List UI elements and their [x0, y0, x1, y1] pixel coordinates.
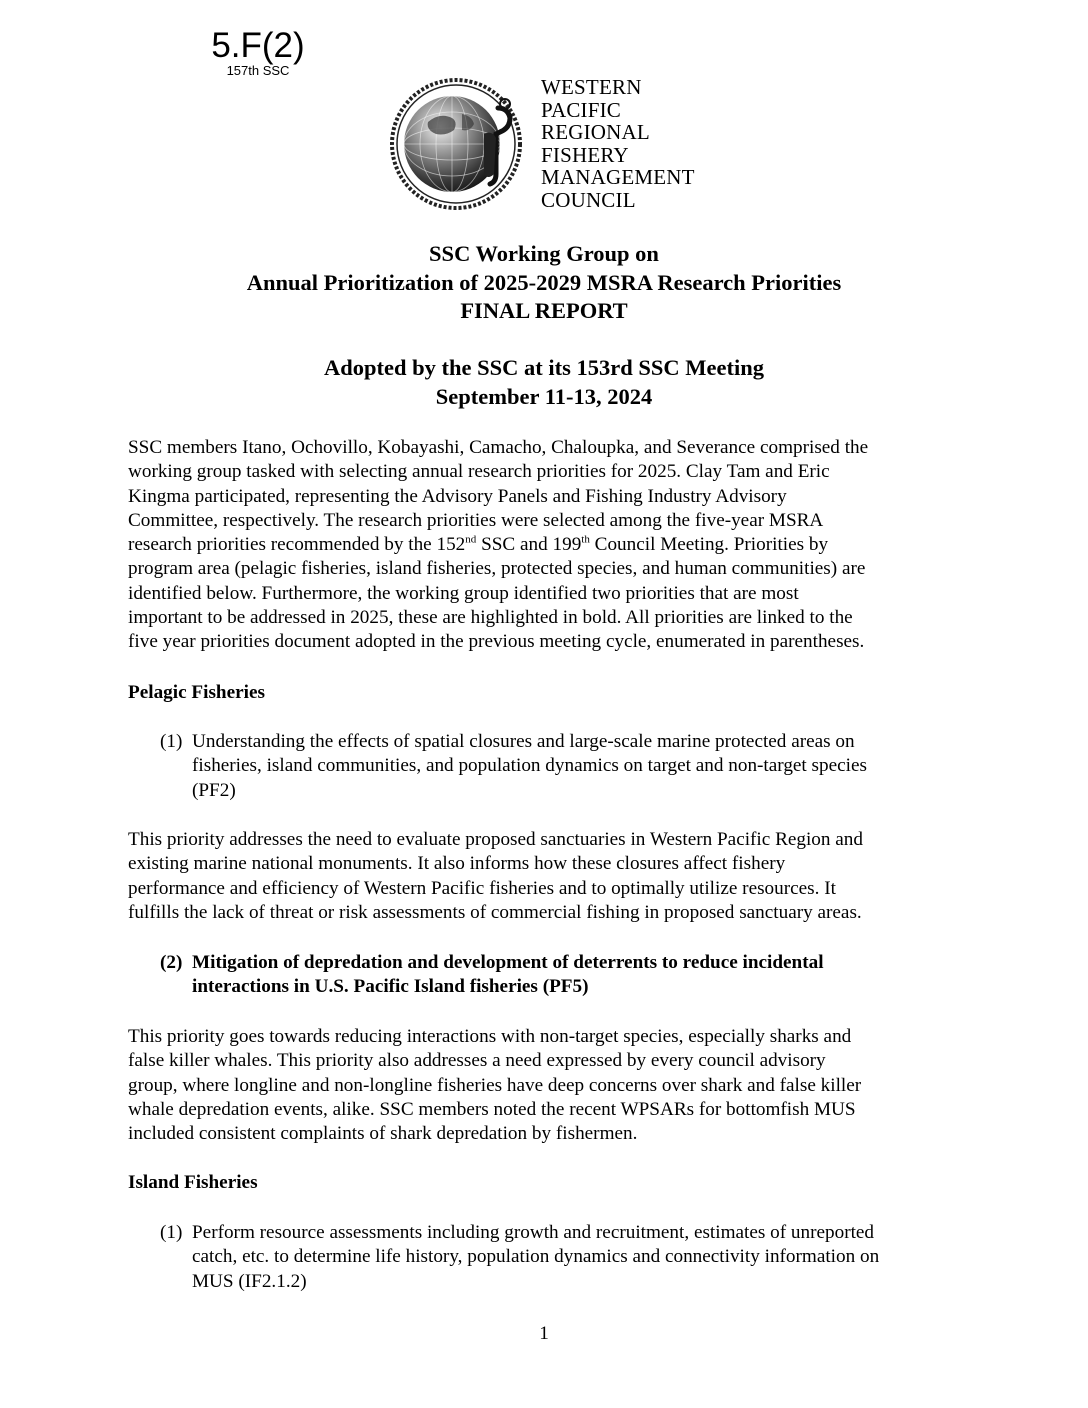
text-line: program area (pelagic fisheries, island fisheries, protected species, and human communities) are: [128, 558, 866, 580]
pelagic-priority-1: [160, 730, 970, 803]
text-line: identified below. Furthermore, the working group identified two priorities that are most: [128, 582, 799, 604]
text-line: Perform resource assessments including growth and recruitment, estimates of unreported: [192, 1222, 875, 1243]
text-segment: SSC and 199: [476, 534, 582, 556]
text-line: catch, etc. to determine life history, population dynamics and connectivity information on: [192, 1246, 880, 1268]
ordinal-suffix: th: [581, 533, 590, 546]
text-segment: research priorities recommended by the 152: [128, 534, 466, 556]
item-number: (1): [160, 1222, 183, 1243]
org-line: REGIONAL: [541, 120, 650, 145]
text-line: Mitigation of depredation and development of deterrents to reduce incidental: [192, 952, 824, 973]
text-line: performance and efficiency of Western Pacific fisheries and to optimally utilize resources. It: [128, 877, 836, 899]
text-line: Understanding the effects of spatial closures and large-scale marine protected areas on: [192, 731, 855, 752]
pelagic-priority-1-rationale: [128, 828, 968, 925]
text-line: MUS (IF2.1.2): [192, 1270, 307, 1292]
report-title: [128, 240, 960, 326]
section-heading-island: Island Fisheries: [128, 1172, 258, 1193]
adoption-line: Adopted by the SSC at its 153rd SSC Meeting: [323, 355, 765, 380]
intro-paragraph: [128, 436, 968, 655]
text-line: important to be addressed in 2025, these are highlighted in bold. All priorities are linked to the: [128, 607, 853, 629]
item-number: (2): [160, 952, 183, 973]
organization-name: [541, 76, 695, 212]
text-line: false killer whales. This priority also addresses a need expressed by every council advisory: [128, 1050, 826, 1072]
adoption-note: [128, 354, 960, 411]
text-line: whale depredation events, alike. SSC members noted the recent WPSARs for bottomfish MUS: [128, 1098, 856, 1120]
text-line: This priority addresses the need to evaluate proposed sanctuaries in Western Pacific Region and: [128, 829, 863, 850]
adoption-line: September 11-13, 2024: [435, 383, 653, 409]
text-line: fisheries, island communities, and population dynamics on target and non-target species: [192, 755, 867, 777]
text-segment: Council Meeting. Priorities by: [589, 534, 829, 556]
org-line: FISHERY: [541, 142, 629, 167]
section-heading-pelagic: Pelagic Fisheries: [128, 682, 265, 703]
text-line: group, where longline and non-longline fisheries have deep concerns over shark and false killer: [128, 1074, 862, 1096]
council-logo-icon: [388, 74, 528, 214]
agenda-meeting: 157th SSC: [226, 63, 290, 78]
text-line: SSC members Itano, Ochovillo, Kobayashi, Camacho, Chaloupka, and Severance comprised the: [128, 437, 869, 458]
title-line: SSC Working Group on: [429, 241, 659, 266]
text-line: interactions in U.S. Pacific Island fisheries (PF5): [192, 976, 589, 998]
text-line: included consistent complaints of shark depredation by fishermen.: [128, 1123, 638, 1145]
item-number: (1): [160, 731, 183, 752]
text-line: fulfills the lack of threat or risk assessments of commercial fishing in proposed sanctuary areas.: [128, 901, 862, 923]
pelagic-priority-2: [160, 951, 970, 1000]
pelagic-priority-2-rationale: [128, 1025, 968, 1146]
text-line: Committee, respectively. The research priorities were selected among the five-year MSRA: [128, 509, 824, 531]
org-line: COUNCIL: [541, 187, 636, 212]
text-line: This priority goes towards reducing interactions with non-target species, especially sharks and: [128, 1026, 852, 1047]
org-line: MANAGEMENT: [541, 165, 695, 190]
title-line: Annual Prioritization of 2025-2029 MSRA Research Priorities: [246, 269, 842, 295]
island-priority-1: [160, 1221, 970, 1294]
text-line: Kingma participated, representing the Advisory Panels and Fishing Industry Advisory: [128, 485, 787, 507]
text-line: five year priorities document adopted in the previous meeting cycle, enumerated in parentheses.: [128, 631, 865, 653]
title-line: FINAL REPORT: [460, 298, 628, 323]
page-number: 1: [539, 1323, 549, 1344]
text-line: working group tasked with selecting annual research priorities for 2025. Clay Tam and Eric: [128, 461, 830, 483]
agenda-tag: [208, 26, 308, 78]
agenda-number: 5.F(2): [211, 26, 305, 65]
org-line: PACIFIC: [541, 97, 621, 122]
text-line: existing marine national monuments. It also informs how these closures affect fishery: [128, 853, 786, 875]
org-line: WESTERN: [541, 75, 642, 99]
text-line: [128, 533, 968, 557]
text-line: (PF2): [192, 779, 236, 801]
ordinal-suffix: nd: [465, 533, 477, 546]
